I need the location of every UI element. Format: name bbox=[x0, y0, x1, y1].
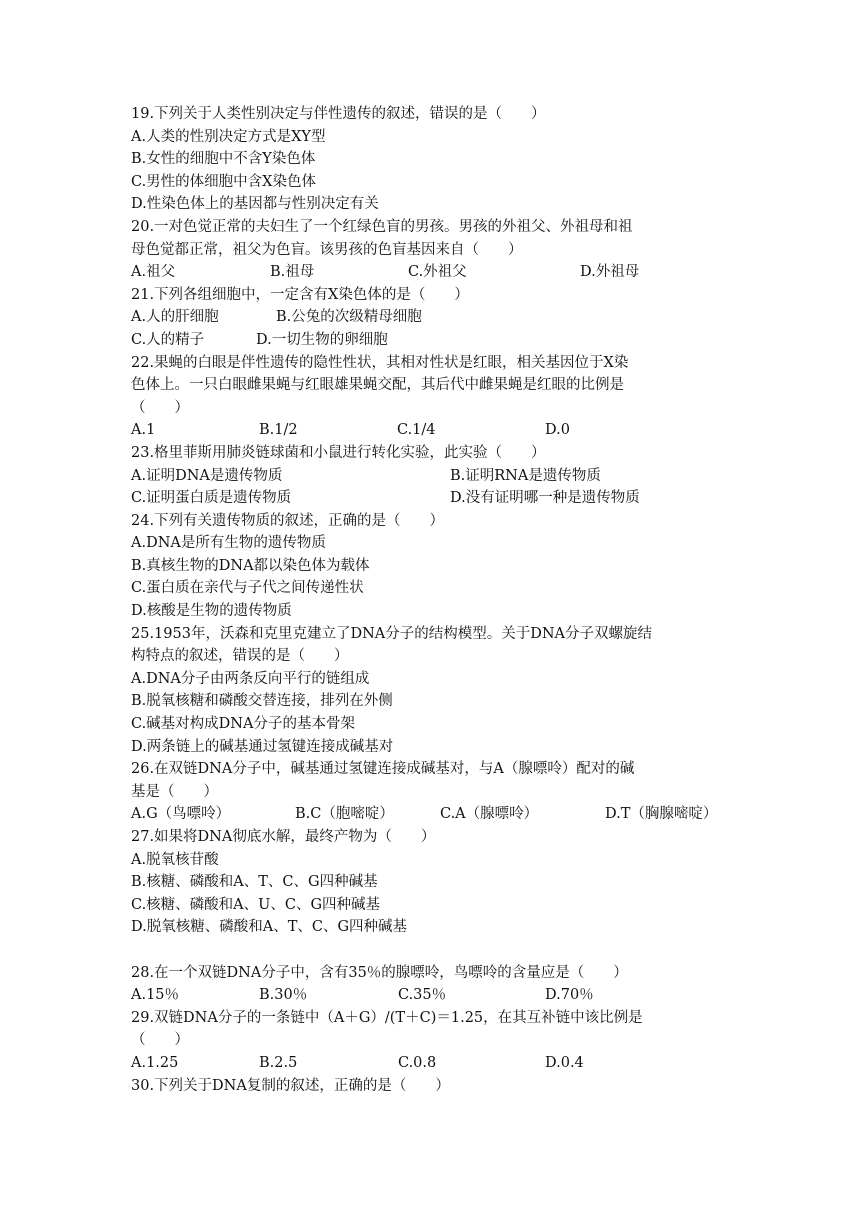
q21-option-d: D.一切生物的卵细胞 bbox=[256, 331, 388, 348]
q29-stem-line2: （ ） bbox=[131, 1032, 189, 1049]
q21-stem: 21.下列各组细胞中，一定含有X染色体的是（ ） bbox=[131, 286, 469, 303]
q23-stem: 23.格里菲斯用肺炎链球菌和小鼠进行转化实验，此实验（ ） bbox=[131, 444, 546, 461]
q25-option-c: C.碱基对构成DNA分子的基本骨架 bbox=[131, 716, 355, 733]
q21-option-c: C.人的精子 bbox=[131, 331, 205, 348]
q22-stem-line2: 色体上。一只白眼雌果蝇与红眼雄果蝇交配，其后代中雌果蝇是红眼的比例是 bbox=[131, 377, 624, 394]
q24-option-b: B.真核生物的DNA都以染色体为载体 bbox=[131, 557, 370, 574]
q27-option-b: B.核糖、磷酸和A、T、C、G四种碱基 bbox=[131, 874, 378, 891]
q22-option-c: C.1/4 bbox=[397, 422, 436, 439]
q25-stem-line2: 构特点的叙述，错误的是（ ） bbox=[131, 648, 349, 665]
q23-option-c: C.证明蛋白质是遗传物质 bbox=[131, 490, 292, 507]
q24-option-c: C.蛋白质在亲代与子代之间传递性状 bbox=[131, 580, 364, 597]
q23-option-d: D.没有证明哪一种是遗传物质 bbox=[450, 490, 640, 507]
q28-option-c: C.35％ bbox=[398, 987, 447, 1004]
q29-stem-line1: 29.双链DNA分子的一条链中（A＋G）/(T＋C)＝1.25，在其互补链中该比例是 bbox=[131, 1009, 643, 1026]
q27-option-c: C.核糖、磷酸和A、U、C、G四种碱基 bbox=[131, 896, 381, 913]
q20-option-c: C.外祖父 bbox=[408, 264, 467, 281]
q29-options bbox=[131, 1052, 731, 1075]
q20-option-d: D.外祖母 bbox=[580, 264, 640, 281]
q22-stem-line3: （ ） bbox=[131, 399, 189, 416]
q27-option-a: A.脱氧核苷酸 bbox=[131, 851, 219, 868]
q29-option-d: D.0.4 bbox=[545, 1054, 584, 1071]
q23-option-a: A.证明DNA是遗传物质 bbox=[131, 467, 283, 484]
q24-stem: 24.下列有关遗传物质的叙述，正确的是（ ） bbox=[131, 512, 445, 529]
q28-options bbox=[131, 984, 731, 1007]
q26-stem-line2: 基是（ ） bbox=[131, 783, 218, 800]
q20-stem-line1: 20.一对色觉正常的夫妇生了一个红绿色盲的男孩。男孩的外祖父、外祖母和祖 bbox=[131, 218, 633, 235]
q21-options-cd bbox=[131, 329, 731, 352]
q27-stem: 27.如果将DNA彻底水解，最终产物为（ ） bbox=[131, 829, 436, 845]
q23-options-ab bbox=[131, 465, 731, 488]
q22-option-b: B.1/2 bbox=[259, 422, 298, 439]
q30-stem: 30.下列关于DNA复制的叙述，正确的是（ ） bbox=[131, 1077, 450, 1094]
q20-options bbox=[131, 261, 731, 284]
q20-stem-line2: 母色觉都正常，祖父为色盲。该男孩的色盲基因来自（ ） bbox=[131, 241, 523, 258]
q24-option-d: D.核酸是生物的遗传物质 bbox=[131, 603, 292, 620]
q28-option-a: A.15％ bbox=[131, 987, 180, 1004]
q19-option-c: C.男性的体细胞中含X染色体 bbox=[131, 173, 317, 190]
q22-option-a: A.1 bbox=[131, 422, 156, 439]
q19-stem: 19.下列关于人类性别决定与伴性遗传的叙述，错误的是（ ） bbox=[131, 106, 546, 122]
q26-options bbox=[131, 803, 731, 826]
q21-options-ab bbox=[131, 306, 731, 329]
q19-option-d: D.性染色体上的基因都与性别决定有关 bbox=[131, 196, 379, 213]
blank-line bbox=[131, 939, 731, 962]
q24-option-a: A.DNA是所有生物的遗传物质 bbox=[131, 535, 326, 552]
q29-option-c: C.0.8 bbox=[398, 1054, 437, 1071]
q22-stem-line1: 22.果蝇的白眼是伴性遗传的隐性性状，其相对性状是红眼，相关基因位于X染 bbox=[131, 354, 629, 371]
q29-option-b: B.2.5 bbox=[259, 1054, 298, 1071]
q25-stem-line1: 25.1953年，沃森和克里克建立了DNA分子的结构模型。关于DNA分子双螺旋结 bbox=[131, 625, 653, 642]
q28-option-d: D.70％ bbox=[545, 987, 594, 1004]
q28-option-b: B.30％ bbox=[259, 987, 308, 1004]
q19-option-a: A.人类的性别决定方式是XY型 bbox=[131, 128, 326, 145]
q28-stem: 28.在一个双链DNA分子中，含有35％的腺嘌呤，鸟嘌呤的含量应是（ ） bbox=[131, 964, 628, 981]
q20-option-a: A.祖父 bbox=[131, 264, 176, 281]
q22-option-d: D.0 bbox=[545, 422, 570, 439]
q26-stem-line1: 26.在双链DNA分子中，碱基通过氢键连接成碱基对，与A（腺嘌呤）配对的碱 bbox=[131, 761, 635, 778]
q26-option-b: B.C（胞嘧啶） bbox=[295, 806, 394, 823]
q23-options-cd bbox=[131, 487, 731, 510]
q23-option-b: B.证明RNA是遗传物质 bbox=[450, 467, 601, 484]
q19-option-b: B.女性的细胞中不含Y染色体 bbox=[131, 151, 316, 168]
q25-option-d: D.两条链上的碱基通过氢键连接成碱基对 bbox=[131, 738, 394, 755]
q21-option-a: A.人的肝细胞 bbox=[131, 309, 219, 326]
q26-option-a: A.G（鸟嘌呤） bbox=[131, 806, 231, 823]
q25-option-b: B.脱氧核糖和磷酸交替连接，排列在外侧 bbox=[131, 693, 393, 710]
q25-option-a: A.DNA分子由两条反向平行的链组成 bbox=[131, 670, 370, 687]
q21-option-b: B.公兔的次级精母细胞 bbox=[276, 309, 422, 326]
q29-option-a: A.1.25 bbox=[131, 1054, 179, 1071]
q20-option-b: B.祖母 bbox=[270, 264, 315, 281]
exam-page bbox=[131, 103, 731, 1097]
q27-option-d: D.脱氧核糖、磷酸和A、T、C、G四种碱基 bbox=[131, 919, 408, 936]
q26-option-d: D.T（胸腺嘧啶） bbox=[605, 806, 718, 823]
q26-option-c: C.A（腺嘌呤） bbox=[440, 806, 539, 823]
q22-options bbox=[131, 419, 731, 442]
